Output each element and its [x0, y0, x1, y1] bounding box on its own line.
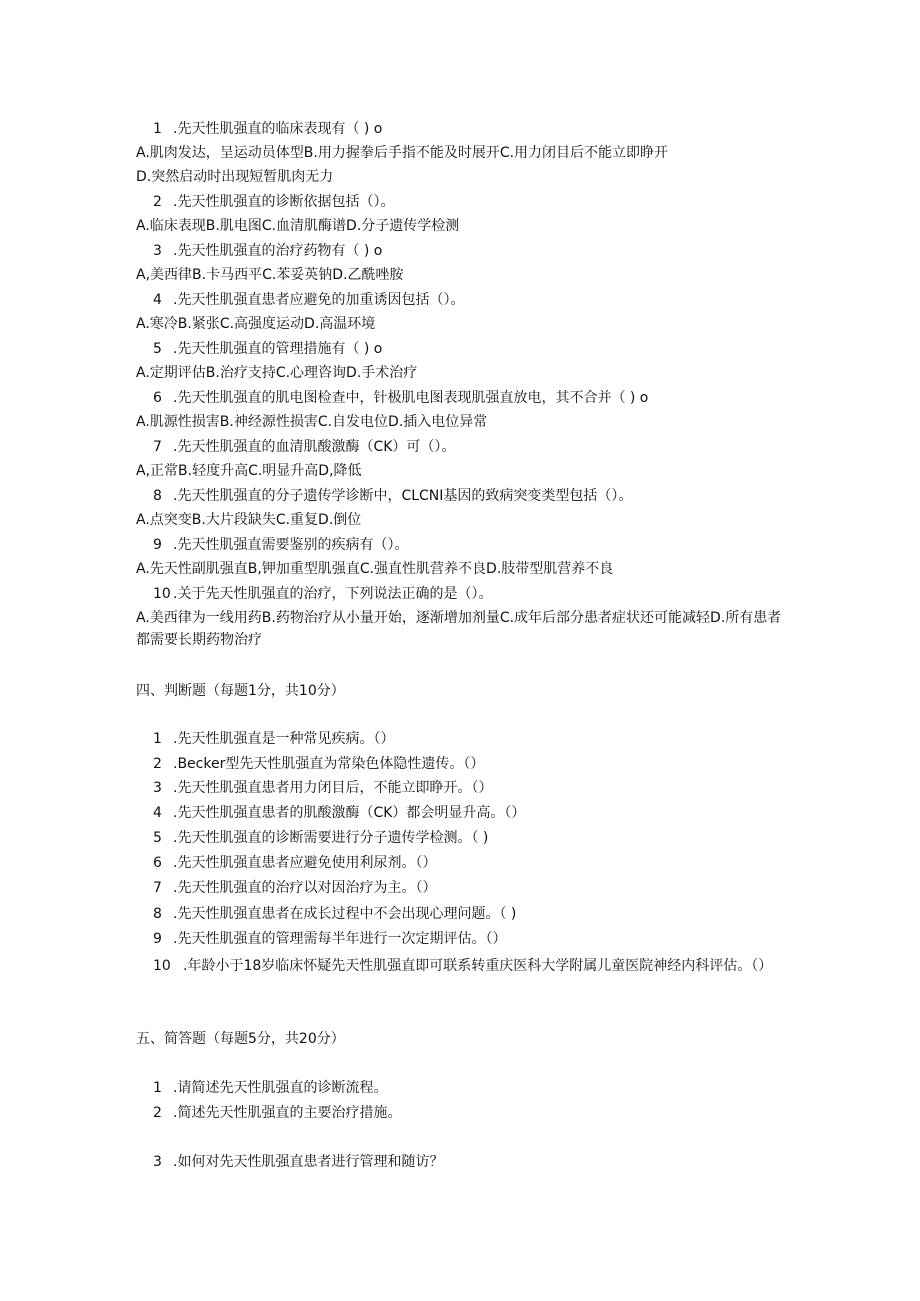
- question-8: 8 .先天性肌强直的分子遗传学诊断中，CLCNI基因的致病突变类型包括（）。: [153, 488, 633, 504]
- options-10: A.美西律为一线用药B.药物治疗从小量开始，逐渐增加剂量C.成年后部分患者症状还可能减轻D.所有患者都需要长期药物治疗: [136, 610, 782, 648]
- tf-item-10: 10 .年龄小于18岁临床怀疑先天性肌强直即可联系转重庆医科大学附属儿童医院神经内科评估。（）: [153, 958, 773, 974]
- question-1: 1 .先天性肌强直的临床表现有（ ) o: [153, 121, 383, 137]
- question-9: 9 .先天性肌强直需要鉴别的疾病有（）。: [153, 537, 409, 553]
- sa-item-1: 1 .请简述先天性肌强直的诊断流程。: [153, 1080, 388, 1096]
- question-3: 3 .先天性肌强直的治疗药物有（ ) o: [153, 243, 383, 259]
- question-4: 4 .先天性肌强直患者应避免的加重诱因包括（）。: [153, 292, 465, 308]
- tf-item-9: 9 .先天性肌强直的管理需每半年进行一次定期评估。（）: [153, 931, 507, 947]
- question-10: 10 .关于先天性肌强直的治疗，下列说法正确的是（）。: [153, 586, 493, 602]
- options-1a: A.肌肉发达，呈运动员体型B.用力握拳后手指不能及时展开C.用力闭目后不能立即睁开: [136, 145, 669, 161]
- options-9: A.先天性副肌强直B,钾加重型肌强直C.强直性肌营养不良D.肢带型肌营养不良: [136, 561, 614, 577]
- tf-item-8: 8 .先天性肌强直患者在成长过程中不会出现心理问题。（ ): [153, 906, 517, 922]
- section-title-5: 五、简答题（每题5分，共20分）: [136, 1031, 345, 1047]
- tf-item-6: 6 .先天性肌强直患者应避免使用利尿剂。（）: [153, 855, 437, 871]
- section-title-4: 四、判断题（每题1分，共10分）: [136, 683, 345, 699]
- sa-item-2: 2 .简述先天性肌强直的主要治疗措施。: [153, 1105, 402, 1121]
- options-6: A.肌源性损害B.神经源性损害C.自发电位D.插入电位异常: [136, 414, 488, 430]
- tf-item-5: 5 .先天性肌强直的诊断需要进行分子遗传学检测。（ ): [153, 830, 489, 846]
- options-3: A,美西律B.卡马西平C.苯妥英钠D.乙酰唑胺: [136, 267, 404, 283]
- options-7: A,正常B.轻度升高C.明显升高D,降低: [136, 463, 362, 479]
- question-5: 5 .先天性肌强直的管理措施有（ ) o: [153, 341, 383, 357]
- question-2: 2 .先天性肌强直的诊断依据包括（）。: [153, 194, 395, 210]
- options-4: A.寒冷B.紧张C.高强度运动D.高温环境: [136, 316, 376, 332]
- sa-item-3: 3 .如何对先天性肌强直患者进行管理和随访？: [153, 1154, 444, 1170]
- tf-item-1: 1 .先天性肌强直是一种常见疾病。（）: [153, 731, 395, 747]
- question-6: 6 .先天性肌强直的肌电图检查中，针极肌电图表现肌强直放电，其不合并（ ) o: [153, 390, 649, 406]
- options-5: A.定期评估B.治疗支持C.心理咨询D.手术治疗: [136, 365, 418, 381]
- options-2: A.临床表现B.肌电图C.血清肌酶谱D.分子遗传学检测: [136, 218, 460, 234]
- question-7: 7 .先天性肌强直的血清肌酸激酶（CK）可（）。: [153, 439, 456, 455]
- options-8: A.点突变B.大片段缺失C.重复D.倒位: [136, 512, 362, 528]
- tf-item-2: 2 .Becker型先天性肌强直为常染色体隐性遗传。（）: [153, 756, 485, 772]
- tf-item-4: 4 .先天性肌强直患者的肌酸激酶（CK）都会明显升高。（）: [153, 805, 526, 821]
- tf-item-3: 3 .先天性肌强直患者用力闭目后，不能立即睁开。（）: [153, 780, 493, 796]
- options-1b: D.突然启动时出现短暂肌肉无力: [136, 169, 334, 185]
- tf-item-7: 7 .先天性肌强直的治疗以对因治疗为主。（）: [153, 880, 437, 896]
